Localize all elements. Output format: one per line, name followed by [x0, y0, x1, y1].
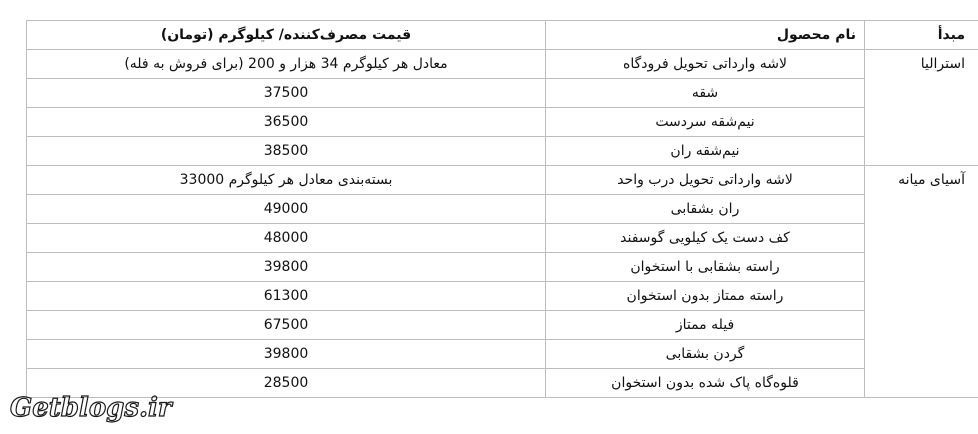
table-row — [27, 137, 978, 166]
header-origin: مبدأ — [865, 21, 978, 50]
price-table — [26, 20, 978, 398]
product-cell: فیله ممتاز — [546, 311, 865, 340]
price-cell: 28500 — [27, 369, 546, 398]
origin-cell: آسیای میانه — [865, 166, 978, 398]
product-cell: لاشه وارداتی تحویل درب واحد — [546, 166, 865, 195]
product-cell: نیم‌شقه سردست — [546, 108, 865, 137]
table-row — [27, 79, 978, 108]
price-cell: 37500 — [27, 79, 546, 108]
price-cell: 49000 — [27, 195, 546, 224]
price-cell: 38500 — [27, 137, 546, 166]
product-cell: قلوه‌گاه پاک شده بدون استخوان — [546, 369, 865, 398]
table-row — [27, 311, 978, 340]
product-cell: راسته ممتاز بدون استخوان — [546, 282, 865, 311]
product-cell: ران بشقابی — [546, 195, 865, 224]
table-row — [27, 166, 978, 195]
product-cell: نیم‌شقه ران — [546, 137, 865, 166]
product-cell: شقه — [546, 79, 865, 108]
product-cell: کف دست یک کیلویی گوسفند — [546, 224, 865, 253]
price-cell: معادل هر کیلوگرم 34 هزار و 200 (برای فروش به فله) — [27, 50, 546, 79]
product-cell: راسته بشقابی با استخوان — [546, 253, 865, 282]
price-cell: 67500 — [27, 311, 546, 340]
watermark-logo — [6, 388, 176, 428]
watermark-text: Getblogs.ir — [10, 393, 172, 423]
price-cell: 39800 — [27, 340, 546, 369]
table-row — [27, 340, 978, 369]
origin-cell: استرالیا — [865, 50, 978, 166]
product-cell: لاشه وارداتی تحویل فرودگاه — [546, 50, 865, 79]
table-row — [27, 108, 978, 137]
table-row — [27, 50, 978, 79]
price-cell: بسته‌بندی معادل هر کیلوگرم 33000 — [27, 166, 546, 195]
price-cell: 36500 — [27, 108, 546, 137]
table-row — [27, 282, 978, 311]
table-row — [27, 253, 978, 282]
header-price: قیمت مصرف‌کننده/ کیلوگرم (تومان) — [27, 21, 546, 50]
table-row — [27, 224, 978, 253]
table-header-row — [27, 21, 978, 50]
table-row — [27, 195, 978, 224]
product-cell: گردن بشقابی — [546, 340, 865, 369]
header-product: نام محصول — [546, 21, 865, 50]
price-cell: 39800 — [27, 253, 546, 282]
price-cell: 61300 — [27, 282, 546, 311]
price-cell: 48000 — [27, 224, 546, 253]
